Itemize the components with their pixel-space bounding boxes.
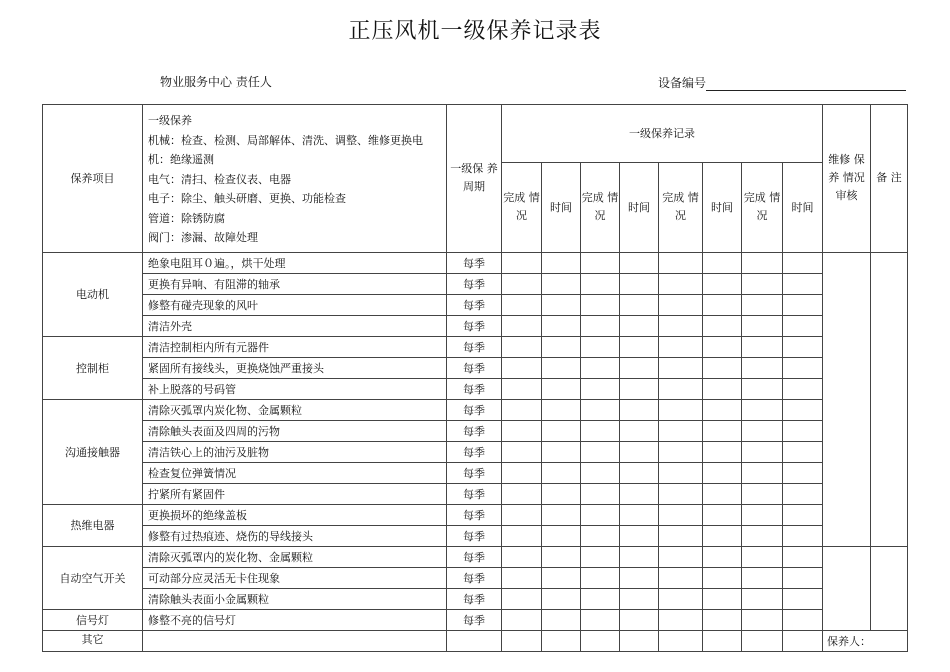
- task-text: 紧固所有接线头，更换烧蚀严重接头: [143, 357, 447, 378]
- time-cell[interactable]: [542, 378, 581, 399]
- task-text: 清除灭弧罩内的炭化物、金属颗粒: [143, 546, 447, 567]
- status-cell[interactable]: [502, 441, 542, 462]
- status-cell[interactable]: [502, 357, 542, 378]
- time-cell[interactable]: [542, 420, 581, 441]
- status-cell[interactable]: [659, 399, 703, 420]
- status-cell[interactable]: [742, 273, 783, 294]
- other-cell[interactable]: [447, 630, 502, 651]
- scope-line: 一级保养: [148, 114, 192, 127]
- time-cell[interactable]: [620, 546, 659, 567]
- status-cell[interactable]: [502, 546, 542, 567]
- status-cell[interactable]: [742, 588, 783, 609]
- other-cell[interactable]: [783, 630, 823, 651]
- time-cell[interactable]: [542, 252, 581, 273]
- group-name: 自动空气开关: [43, 546, 143, 609]
- status-cell[interactable]: [742, 462, 783, 483]
- time-cell[interactable]: [620, 420, 659, 441]
- time-cell[interactable]: [783, 336, 823, 357]
- time-cell[interactable]: [703, 378, 742, 399]
- status-cell[interactable]: [502, 399, 542, 420]
- time-cell[interactable]: [783, 252, 823, 273]
- table-row: [43, 546, 908, 567]
- cycle-text: 每季: [447, 504, 502, 525]
- status-cell[interactable]: [502, 504, 542, 525]
- equipment-number-blank[interactable]: [706, 79, 906, 91]
- other-cell[interactable]: [620, 630, 659, 651]
- cycle-text: 每季: [447, 525, 502, 546]
- time-cell[interactable]: [620, 567, 659, 588]
- time-cell[interactable]: [620, 357, 659, 378]
- table-row: [43, 399, 908, 420]
- equipment-number: [658, 74, 906, 91]
- other-row: [43, 630, 908, 651]
- status-cell[interactable]: [742, 441, 783, 462]
- table-row: [43, 420, 908, 441]
- time-cell[interactable]: [703, 336, 742, 357]
- table-row: [43, 483, 908, 504]
- status-cell[interactable]: [659, 525, 703, 546]
- cycle-text: 每季: [447, 357, 502, 378]
- table-row: [43, 525, 908, 546]
- group-name: 控制柜: [43, 336, 143, 399]
- time-cell[interactable]: [783, 504, 823, 525]
- group-name: 热维电器: [43, 504, 143, 546]
- status-cell[interactable]: [659, 336, 703, 357]
- group-name: 电动机: [43, 252, 143, 336]
- time-cell[interactable]: [703, 609, 742, 630]
- review-cell[interactable]: [823, 546, 871, 630]
- status-cell[interactable]: [581, 609, 620, 630]
- status-cell[interactable]: [581, 441, 620, 462]
- header-remark: 备 注: [871, 105, 908, 253]
- status-cell[interactable]: [742, 294, 783, 315]
- time-cell[interactable]: [542, 504, 581, 525]
- time-cell[interactable]: [703, 441, 742, 462]
- status-cell[interactable]: [581, 399, 620, 420]
- page-title: 正压风机一级保养记录表: [348, 19, 602, 44]
- header-status-1: 完成 情况: [502, 162, 542, 252]
- status-cell[interactable]: [659, 252, 703, 273]
- time-cell[interactable]: [620, 315, 659, 336]
- table-row: [43, 462, 908, 483]
- time-cell[interactable]: [783, 609, 823, 630]
- status-cell[interactable]: [659, 357, 703, 378]
- time-cell[interactable]: [783, 399, 823, 420]
- table-row: [43, 273, 908, 294]
- time-cell[interactable]: [542, 357, 581, 378]
- department-responsible: 物业服务中心 责任人: [160, 75, 272, 89]
- header-time-4: 时间: [783, 162, 823, 252]
- remark-cell[interactable]: [871, 252, 908, 546]
- table-row: [43, 294, 908, 315]
- group-name: 信号灯: [43, 609, 143, 630]
- time-cell[interactable]: [542, 462, 581, 483]
- status-cell[interactable]: [581, 483, 620, 504]
- time-cell[interactable]: [703, 294, 742, 315]
- status-cell[interactable]: [659, 441, 703, 462]
- task-text: 清洁控制柜内所有元器件: [143, 336, 447, 357]
- time-cell[interactable]: [783, 588, 823, 609]
- time-cell[interactable]: [620, 441, 659, 462]
- scope-line: 电子：除尘、触头研磨、更换、功能检查: [148, 192, 346, 205]
- status-cell[interactable]: [581, 546, 620, 567]
- status-cell[interactable]: [581, 273, 620, 294]
- time-cell[interactable]: [620, 483, 659, 504]
- task-text: 清洁铁心上的油污及脏物: [143, 441, 447, 462]
- header-cycle: 一级保 养周期: [447, 105, 502, 253]
- scope-line: 管道：除锈防腐: [148, 211, 225, 225]
- status-cell[interactable]: [742, 609, 783, 630]
- cycle-text: 每季: [447, 567, 502, 588]
- time-cell[interactable]: [620, 588, 659, 609]
- table-row: [43, 441, 908, 462]
- time-cell[interactable]: [703, 462, 742, 483]
- time-cell[interactable]: [542, 273, 581, 294]
- time-cell[interactable]: [703, 588, 742, 609]
- status-cell[interactable]: [659, 378, 703, 399]
- status-cell[interactable]: [742, 315, 783, 336]
- cycle-text: 每季: [447, 483, 502, 504]
- status-cell[interactable]: [581, 588, 620, 609]
- cycle-text: 每季: [447, 420, 502, 441]
- time-cell[interactable]: [783, 315, 823, 336]
- status-cell[interactable]: [502, 462, 542, 483]
- time-cell[interactable]: [542, 294, 581, 315]
- maintenance-record-table: [42, 104, 908, 652]
- status-cell[interactable]: [502, 609, 542, 630]
- table-row: [43, 567, 908, 588]
- status-cell[interactable]: [659, 462, 703, 483]
- time-cell[interactable]: [703, 315, 742, 336]
- time-cell[interactable]: [620, 294, 659, 315]
- cycle-text: 每季: [447, 609, 502, 630]
- status-cell[interactable]: [659, 546, 703, 567]
- other-cell[interactable]: [742, 630, 783, 651]
- header-time-2: 时间: [620, 162, 659, 252]
- task-text: 清除灭弧罩内炭化物、金属颗粒: [143, 399, 447, 420]
- time-cell[interactable]: [783, 546, 823, 567]
- cycle-text: 每季: [447, 252, 502, 273]
- time-cell[interactable]: [703, 546, 742, 567]
- task-text: 清洁外壳: [143, 315, 447, 336]
- task-text: 更换损坏的绝缘盖板: [143, 504, 447, 525]
- status-cell[interactable]: [742, 357, 783, 378]
- header-scope: [143, 105, 447, 253]
- time-cell[interactable]: [620, 525, 659, 546]
- status-cell[interactable]: [502, 273, 542, 294]
- time-cell[interactable]: [703, 357, 742, 378]
- time-cell[interactable]: [703, 252, 742, 273]
- task-text: 修整有过热痕迹、烧伤的导线接头: [143, 525, 447, 546]
- time-cell[interactable]: [542, 315, 581, 336]
- status-cell[interactable]: [502, 567, 542, 588]
- header-status-2: 完成 情况: [581, 162, 620, 252]
- table-row: [43, 252, 908, 273]
- time-cell[interactable]: [542, 546, 581, 567]
- table-row: [43, 336, 908, 357]
- other-label: 其它: [43, 630, 143, 651]
- table-row: [43, 357, 908, 378]
- time-cell[interactable]: [783, 483, 823, 504]
- maintainer-signature[interactable]: 保养人：: [823, 630, 908, 651]
- status-cell[interactable]: [659, 420, 703, 441]
- time-cell[interactable]: [783, 567, 823, 588]
- time-cell[interactable]: [542, 399, 581, 420]
- status-cell[interactable]: [502, 294, 542, 315]
- status-cell[interactable]: [659, 483, 703, 504]
- time-cell[interactable]: [542, 483, 581, 504]
- status-cell[interactable]: [742, 525, 783, 546]
- status-cell[interactable]: [502, 483, 542, 504]
- status-cell[interactable]: [581, 567, 620, 588]
- time-cell[interactable]: [703, 525, 742, 546]
- status-cell[interactable]: [581, 378, 620, 399]
- time-cell[interactable]: [620, 462, 659, 483]
- header-time-3: 时间: [703, 162, 742, 252]
- status-cell[interactable]: [742, 336, 783, 357]
- cycle-text: 每季: [447, 294, 502, 315]
- task-text: 修整不亮的信号灯: [143, 609, 447, 630]
- cycle-text: 每季: [447, 336, 502, 357]
- remark-cell[interactable]: [871, 546, 908, 630]
- task-text: 拧紧所有紧固件: [143, 483, 447, 504]
- status-cell[interactable]: [581, 462, 620, 483]
- task-text: 清除触头表面及四周的污物: [143, 420, 447, 441]
- scope-line: 机械：检查、检测、局部解体、清洗、调整、维修更换电: [148, 133, 423, 147]
- status-cell[interactable]: [742, 420, 783, 441]
- task-text: 可动部分应灵活无卡住现象: [143, 567, 447, 588]
- status-cell[interactable]: [742, 399, 783, 420]
- status-cell[interactable]: [659, 294, 703, 315]
- task-text: 检查复位弹簧情况: [143, 462, 447, 483]
- other-cell[interactable]: [143, 630, 447, 651]
- table-row: [43, 378, 908, 399]
- header-status-4: 完成 情况: [742, 162, 783, 252]
- task-text: 清除触头表面小金属颗粒: [143, 588, 447, 609]
- scope-line: 阀门：渗漏、故障处理: [148, 231, 258, 244]
- status-cell[interactable]: [659, 504, 703, 525]
- status-cell[interactable]: [502, 525, 542, 546]
- equipment-number-label: 设备编号: [658, 76, 707, 90]
- other-cell[interactable]: [659, 630, 703, 651]
- time-cell[interactable]: [783, 294, 823, 315]
- time-cell[interactable]: [783, 525, 823, 546]
- status-cell[interactable]: [581, 252, 620, 273]
- status-cell[interactable]: [502, 420, 542, 441]
- status-cell[interactable]: [659, 273, 703, 294]
- status-cell[interactable]: [742, 546, 783, 567]
- status-cell[interactable]: [742, 483, 783, 504]
- table-row: [43, 504, 908, 525]
- time-cell[interactable]: [542, 567, 581, 588]
- group-name: 沟通接触器: [43, 399, 143, 504]
- time-cell[interactable]: [703, 483, 742, 504]
- time-cell[interactable]: [703, 273, 742, 294]
- status-cell[interactable]: [659, 567, 703, 588]
- status-cell[interactable]: [581, 336, 620, 357]
- scope-line: 电气：清扫、检查仪表、电器: [148, 172, 291, 186]
- time-cell[interactable]: [620, 273, 659, 294]
- cycle-text: 每季: [447, 588, 502, 609]
- task-text: 更换有异响、有阻滞的轴承: [143, 273, 447, 294]
- status-cell[interactable]: [502, 588, 542, 609]
- header-review: 维修 保 养 情况 审核: [823, 105, 871, 253]
- status-cell[interactable]: [502, 336, 542, 357]
- table-row: [43, 315, 908, 336]
- cycle-text: 每季: [447, 315, 502, 336]
- time-cell[interactable]: [542, 525, 581, 546]
- time-cell[interactable]: [542, 441, 581, 462]
- time-cell[interactable]: [703, 504, 742, 525]
- status-cell[interactable]: [742, 252, 783, 273]
- status-cell[interactable]: [742, 567, 783, 588]
- time-cell[interactable]: [783, 462, 823, 483]
- table-row: [43, 609, 908, 630]
- task-text: 绝象电阻耳０遍。，烘干处理: [143, 252, 447, 273]
- time-cell[interactable]: [703, 420, 742, 441]
- header-time-1: 时间: [542, 162, 581, 252]
- cycle-text: 每季: [447, 441, 502, 462]
- time-cell[interactable]: [620, 399, 659, 420]
- time-cell[interactable]: [703, 399, 742, 420]
- time-cell[interactable]: [783, 378, 823, 399]
- review-cell[interactable]: [823, 252, 871, 546]
- time-cell[interactable]: [783, 420, 823, 441]
- status-cell[interactable]: [659, 315, 703, 336]
- header-item: 保养项目: [43, 105, 143, 253]
- other-cell[interactable]: [542, 630, 581, 651]
- status-cell[interactable]: [502, 252, 542, 273]
- status-cell[interactable]: [581, 294, 620, 315]
- time-cell[interactable]: [620, 252, 659, 273]
- cycle-text: 每季: [447, 546, 502, 567]
- time-cell[interactable]: [542, 609, 581, 630]
- time-cell[interactable]: [542, 588, 581, 609]
- status-cell[interactable]: [581, 357, 620, 378]
- task-text: 补上脱落的号码管: [143, 378, 447, 399]
- status-cell[interactable]: [659, 609, 703, 630]
- scope-line: 机：绝缘遥测: [148, 153, 214, 166]
- status-cell[interactable]: [581, 420, 620, 441]
- time-cell[interactable]: [620, 609, 659, 630]
- cycle-text: 每季: [447, 399, 502, 420]
- status-cell[interactable]: [581, 315, 620, 336]
- other-cell[interactable]: [502, 630, 542, 651]
- header-record-group: 一级保养记录: [502, 105, 823, 163]
- time-cell[interactable]: [620, 336, 659, 357]
- status-cell[interactable]: [581, 525, 620, 546]
- time-cell[interactable]: [620, 378, 659, 399]
- time-cell[interactable]: [783, 357, 823, 378]
- status-cell[interactable]: [742, 378, 783, 399]
- header-status-3: 完成 情 况: [659, 162, 703, 252]
- task-text: 修整有碰壳现象的风叶: [143, 294, 447, 315]
- cycle-text: 每季: [447, 273, 502, 294]
- time-cell[interactable]: [783, 441, 823, 462]
- time-cell[interactable]: [542, 336, 581, 357]
- cycle-text: 每季: [447, 378, 502, 399]
- status-cell[interactable]: [502, 315, 542, 336]
- table-row: [43, 588, 908, 609]
- time-cell[interactable]: [620, 504, 659, 525]
- status-cell[interactable]: [659, 588, 703, 609]
- status-cell[interactable]: [742, 504, 783, 525]
- status-cell[interactable]: [581, 504, 620, 525]
- status-cell[interactable]: [502, 378, 542, 399]
- other-cell[interactable]: [581, 630, 620, 651]
- cycle-text: 每季: [447, 462, 502, 483]
- time-cell[interactable]: [703, 567, 742, 588]
- time-cell[interactable]: [783, 273, 823, 294]
- other-cell[interactable]: [703, 630, 742, 651]
